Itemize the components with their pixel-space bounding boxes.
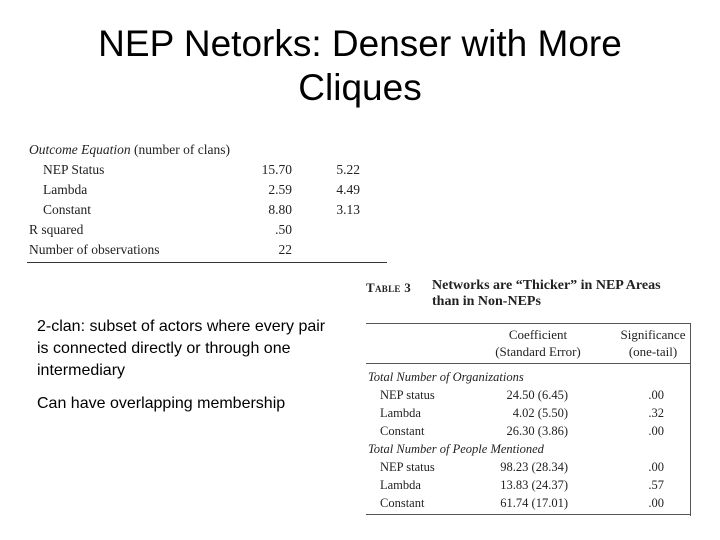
clan-definition-text: 2-clan: subset of actors where every pair is connected directly or through one intermediary [37, 318, 326, 379]
outcome-equation-table [27, 141, 387, 265]
row-coefficient: 24.50 (6.45) [506, 388, 568, 402]
section-title: Total Number of Organizations [368, 370, 524, 384]
row-label: NEP Status [43, 162, 105, 177]
table-row [366, 495, 691, 512]
row-label: Number of observations [29, 242, 160, 257]
row-value-1: 8.80 [268, 202, 292, 217]
table-bottom-rule [366, 514, 691, 515]
table-row [366, 405, 691, 422]
section-title-rest: (number of clans) [130, 142, 230, 157]
table-top-rule [366, 323, 691, 324]
row-label: NEP status [380, 388, 435, 402]
row-label: Lambda [380, 406, 421, 420]
table-row [27, 241, 387, 259]
row-label: R squared [29, 222, 84, 237]
table-row [366, 387, 691, 404]
row-significance: .00 [648, 496, 664, 510]
table-section-header [27, 141, 387, 159]
header-significance [612, 326, 694, 360]
header-coefficient-line-2: (Standard Error) [495, 344, 581, 359]
table-caption-text: Networks are “Thicker” in NEP Areas than in Non-NEPs [432, 278, 661, 309]
row-label: Constant [380, 496, 425, 510]
row-value-1: 15.70 [261, 162, 292, 177]
overlapping-membership-text: Can have overlapping membership [37, 395, 286, 412]
row-label: Lambda [43, 182, 88, 197]
row-label: Constant [380, 424, 425, 438]
table-row [27, 221, 387, 239]
row-coefficient: 26.30 (3.86) [506, 424, 568, 438]
row-significance: .00 [648, 424, 664, 438]
section-title: Total Number of People Mentioned [368, 442, 544, 456]
slide-title-line-2: Cliques [298, 67, 422, 108]
row-coefficient: 4.02 (5.50) [512, 406, 568, 420]
row-significance: .32 [648, 406, 664, 420]
table-header-rule [366, 363, 691, 364]
header-significance-line-1: Significance [620, 327, 686, 342]
row-coefficient: 61.74 (17.01) [500, 496, 568, 510]
table-bottom-rule [27, 262, 387, 263]
row-value-2: 4.49 [336, 182, 360, 197]
row-significance: .57 [648, 478, 664, 492]
row-value-2: 3.13 [336, 202, 360, 217]
table-caption-label: Table 3 [366, 280, 412, 295]
row-label: Constant [43, 202, 92, 217]
section-title-italic: Outcome Equation [29, 142, 131, 157]
row-coefficient: 98.23 (28.34) [500, 460, 568, 474]
row-significance: .00 [648, 460, 664, 474]
row-value-1: 2.59 [268, 182, 292, 197]
table-section-title [366, 369, 691, 386]
table-section-title [366, 441, 691, 458]
header-significance-line-2: (one-tail) [628, 344, 678, 359]
slide-title [40, 22, 680, 110]
row-value-1: 22 [278, 242, 292, 257]
table-3 [366, 276, 692, 516]
row-label: NEP status [380, 460, 435, 474]
slide-title-line-1: NEP Netorks: Denser with More [98, 23, 622, 64]
table-row [27, 201, 387, 219]
row-value-1: .50 [275, 222, 292, 237]
table-row [366, 477, 691, 494]
table-row [366, 459, 691, 476]
row-significance: .00 [648, 388, 664, 402]
table-row [27, 181, 387, 199]
row-coefficient: 13.83 (24.37) [500, 478, 568, 492]
header-coefficient [478, 326, 598, 360]
header-coefficient-line-1: Coefficient [508, 327, 568, 342]
table-row [366, 423, 691, 440]
row-value-2: 5.22 [336, 162, 360, 177]
table-row [27, 161, 387, 179]
row-label: Lambda [380, 478, 421, 492]
